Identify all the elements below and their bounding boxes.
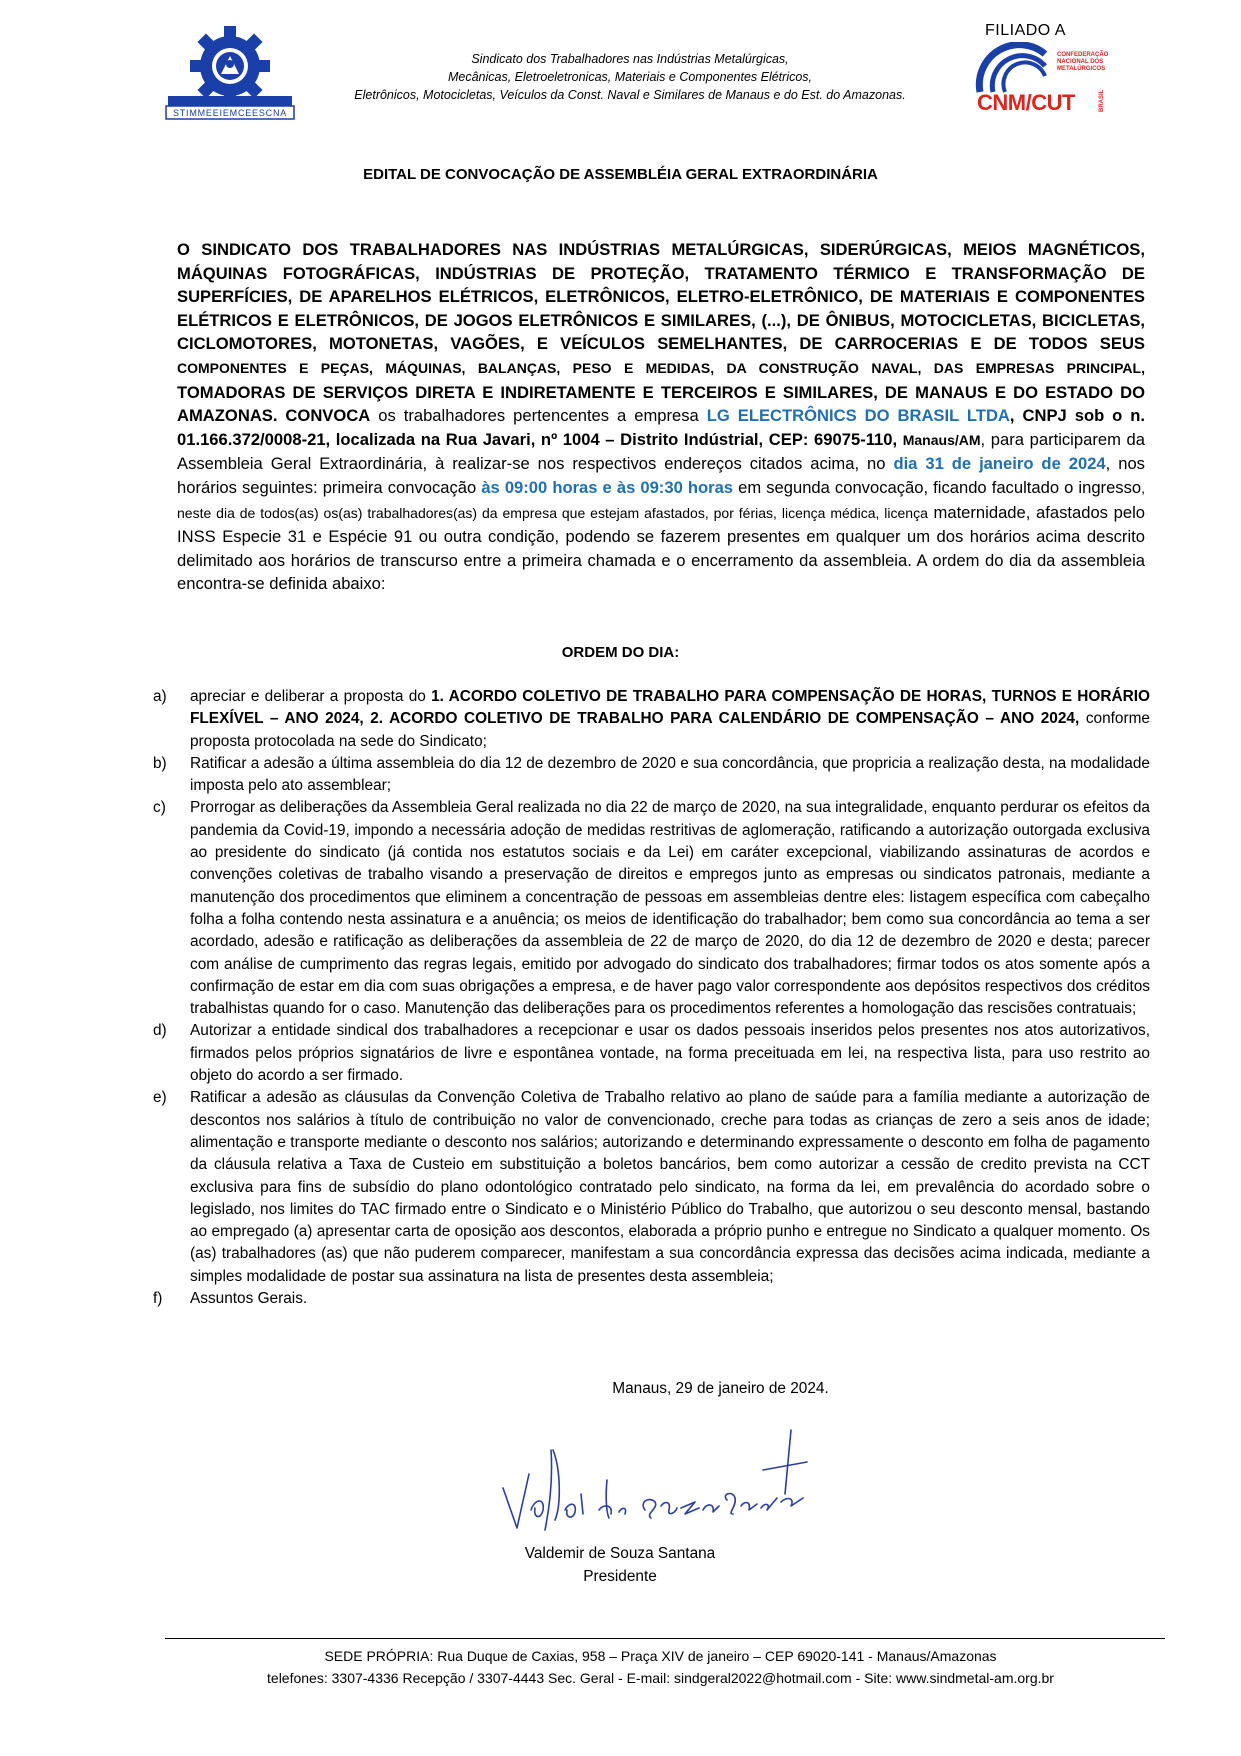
logo-left-text: STIMMEEIEMCEESCNA	[172, 108, 288, 118]
item-letter: d)	[153, 1022, 167, 1040]
svg-text:CONFEDERAÇÃO: CONFEDERAÇÃO	[1057, 52, 1109, 58]
svg-text:NACIONAL DOS: NACIONAL DOS	[1057, 59, 1104, 65]
item-text: Ratificar a adesão a última assembleia do dia 12 de dezembro de 2020 e sua concordância, que propricia a realização desta, na modalidade imposta pelo ato assemblear;	[190, 754, 1150, 795]
agenda-list	[150, 686, 1150, 1310]
intro-union-name: O SINDICATO DOS TRABALHADORES NAS INDÚSTRIAS METALÚRGICAS, SIDERÚRGICAS, MEIOS MAGNÉTICOS, MÁQUINAS FOTOGRÁFICAS, INDÚSTRIAS DE PROTEÇÃO, TRATAMENTO TÉRMICO E TRANSFORMAÇÃO DE SUPERFÍCIES, DE APARELHOS ELÉTRICOS, ELETRÔNICOS, ELETRO-ELETRÔNICO, DE MATERIAIS E COMPONENTES ELÉTRICOS E ELETRÔNICOS, DE JOGOS ELETRÔNICOS E SIMILARES, (...), DE ÔNIBUS, MOTOCICLETAS, BICICLETAS, CICLOMOTORES, MOTONETAS, VAGÕES, E VEÍCULOS SEMELHANTES, DE CARROCERIAS E DE TODOS SEUS	[177, 240, 1145, 354]
intro-text: , nos horários seguintes: primeira convocação	[177, 454, 1145, 497]
company-address: , CNPJ sob o n. 01.166.372/0008-21, localizada na Rua Javari, nº 1004 – Distrito Indústrial, CEP: 69075-110,	[177, 406, 1146, 449]
union-name-line: Eletrônicos, Motocicletas, Veículos da Const. Naval e Similares de Manaus e do Est. do Amazonas.	[354, 88, 906, 102]
signatory	[470, 1542, 770, 1588]
agenda-item-a	[150, 686, 1150, 753]
item-text: Ratificar a adesão as cláusulas da Convenção Coletiva de Trabalho relativo ao plano de saúde para a família mediante a autorização de descontos nos salários à título de contribuição no valor de convencionado, creche para todas as crianças de zero a seis anos de idade; alimentação e transporte mediante o desconto nos salários; autorizando e determinando expressamente o desconto em folha de pagamento da cláusula relativa a Taxa de Custeio em substituição a boletos bancários, bem como autorizar a cessão de credito prevista na CCT exclusiva para fins de subsídio do plano odontológico contratado pelo sindicato, na forma da lei, em prevalência do acordado sobre o legislado, nos limites do TAC firmado entre o Sindicato e o Ministério Público do Trabalho, que autorizou o seu desconto mensal, bastando ao empregado (a) apresentar carta de oposição aos descontos, elaborada a próprio punho e entregue no Sindicato a qualquer momento. Os (as) trabalhadores (as) que não puderem comparecer, manifestam a sua concordância expressa das decisões acima indicada, mediante a simples modalidade de postar sua assinatura na lista de presentes desta assembleia;	[190, 1089, 1150, 1285]
item-letter: b)	[153, 754, 167, 772]
item-text: Prorrogar as deliberações da Assembleia Geral realizada no dia 22 de março de 2020, na sua integralidade, enquanto perdurar os efeitos da pandemia da Covid-19, impondo a necessária adoção de medidas restritivas de aglomeração, ratificando a autorização outorgada exclusiva ao presidente do sindicato (já contida nos estatutos sociais e da Lei) em caráter excepcional, viabilizando assinaturas de acordos e convenções coletivas de trabalho visando a preservação de direitos e empregos junto as empresas ou sindicatos patronais, mediante a manutenção dos procedimentos que eliminem a concentração de pessoas em assembleias dentre eles: listagem específica com cabeçalho folha a folha contendo nesta assinatura e a anuência; os meios de identificação do trabalhador; bem como sua concordância ao tema a ser acordado, adesão e ratificação as deliberações da assembleia de 22 de março de 2020, do dia 12 de dezembro de 2020 e desta; parecer com análise de cumprimento das regras legais, emitido por advogado do sindicato dos trabalhadores; firmar todos os atos somente após a confirmação de estar em dia com suas obrigações a empresa, e de haver pago valor correspondente aos depósitos respectivos dos créditos trabalhistas quando for o caso. Manutenção das deliberações para os procedimentos referentes a homologação das rescisões contratuais;	[190, 799, 1150, 1018]
assembly-times: às 09:00 horas e às 09:30 horas	[481, 477, 734, 497]
union-name-line: Sindicato dos Trabalhadores nas Indústrias Metalúrgicas,	[471, 52, 789, 66]
item-text: conforme proposta protocolada na sede do Sindicato;	[190, 710, 1150, 750]
agenda-item-c	[150, 797, 1150, 1020]
union-name-line: Mecânicas, Eletroeletronicas, Materiais e Componentes Elétricos,	[447, 70, 813, 84]
company-city: Manaus/AM	[902, 431, 981, 448]
union-name	[330, 50, 930, 104]
svg-text:CNM/CUT: CNM/CUT	[977, 90, 1075, 114]
item-letter: c)	[153, 799, 166, 817]
intro-text: em segunda convocação, ficando facultado o ingresso	[733, 477, 1142, 497]
intro-text-small: , neste dia de todos(as) os(as) trabalhadores(as) da empresa que estejam afastados, por férias, licença médica, licença	[177, 479, 1146, 521]
svg-text:BRASIL: BRASIL	[1099, 89, 1105, 112]
intro-union-name-small: COMPONENTES E PEÇAS, MÁQUINAS, BALANÇAS, PESO E MEDIDAS, DA CONSTRUÇÃO NAVAL, DAS EMPRESAS PRINCIPAL,	[177, 359, 1145, 376]
handwritten-signature	[495, 1410, 840, 1550]
intro-paragraph	[177, 238, 1145, 596]
signatory-role: Presidente	[583, 1568, 657, 1585]
item-letter: f)	[153, 1290, 163, 1308]
agenda-item-e	[150, 1087, 1150, 1288]
agenda-item-b	[150, 753, 1150, 798]
footer-address: SEDE PRÓPRIA: Rua Duque de Caxias, 958 – Praça XIV de janeiro – CEP 69020-141 - Manaus/Amazonas	[324, 1648, 997, 1664]
place-date: Manaus, 29 de janeiro de 2024.	[612, 1380, 829, 1397]
agenda-item-d	[150, 1020, 1150, 1087]
item-text: Autorizar a entidade sindical dos trabalhadores a recepcionar e usar os dados pessoais inseridos pelos presentes nos atos autorizativos, firmados pelos próprios signatários de livre e espontânea vontade, na forma preceituada em lei, na respectiva lista, para uso restrito ao objeto do acordo a ser firmado.	[190, 1022, 1150, 1085]
svg-text:METALÚRGICOS: METALÚRGICOS	[1057, 66, 1106, 72]
item-bold-text: 1. ACORDO COLETIVO DE TRABALHO PARA COMPENSAÇÃO DE HORAS, TURNOS E HORÁRIO FLEXÍVEL – ANO 2024, 2. ACORDO COLETIVO DE TRABALHO PARA CALENDÁRIO DE COMPENSAÇÃO – ANO 2024,	[190, 688, 1150, 728]
intro-text: os trabalhadores pertencentes a empresa	[370, 406, 707, 426]
agenda-item-f	[150, 1288, 1150, 1310]
intro-text: maternidade, afastados pelo INSS Especie 31 e Espécie 91 ou outra condição, podendo se fazerem presentes em qualquer um dos horários acima descrito delimitado aos horários de transcurso entre a primeira chamada e o encerramento da assembleia. A ordem do dia da assembleia encontra-se definida abaixo:	[177, 502, 1145, 594]
item-letter: e)	[153, 1089, 167, 1107]
intro-union-name-cont: TOMADORAS DE SERVIÇOS DIRETA E INDIRETAMENTE E TERCEIROS E SIMILARES, DE MANAUS E DO ESTADO DO AMAZONAS. CONVOCA	[177, 382, 1145, 426]
agenda-title: ORDEM DO DIA:	[561, 644, 680, 661]
footer-contacts: telefones: 3307-4336 Recepção / 3307-4443 Sec. Geral - E-mail: sindgeral2022@hotmail.com - Site: www.sindmetal-am.org.br	[267, 1670, 1054, 1686]
item-text: apreciar e deliberar a proposta do	[190, 688, 432, 705]
document-title: EDITAL DE CONVOCAÇÃO DE ASSEMBLÉIA GERAL EXTRAORDINÁRIA	[363, 166, 878, 183]
signatory-name: Valdemir de Souza Santana	[524, 1545, 716, 1562]
union-gear-logo	[160, 26, 300, 122]
cnm-cut-logo	[975, 42, 1110, 114]
footer-divider	[165, 1638, 1165, 1639]
assembly-date: dia 31 de janeiro de 2024	[893, 454, 1106, 474]
item-letter: a)	[153, 688, 167, 705]
footer	[40, 1645, 1241, 1689]
letterhead	[0, 0, 1241, 140]
item-text: Assuntos Gerais.	[190, 1290, 308, 1308]
filiado-label: FILIADO A	[985, 22, 1066, 39]
company-name: LG ELECTRÔNICS DO BRASIL LTDA	[706, 406, 1010, 426]
intro-text: , para participarem da Assembleia Geral Extraordinária, à realizar-se nos respectivos endereços citados acima, no	[177, 429, 1145, 474]
